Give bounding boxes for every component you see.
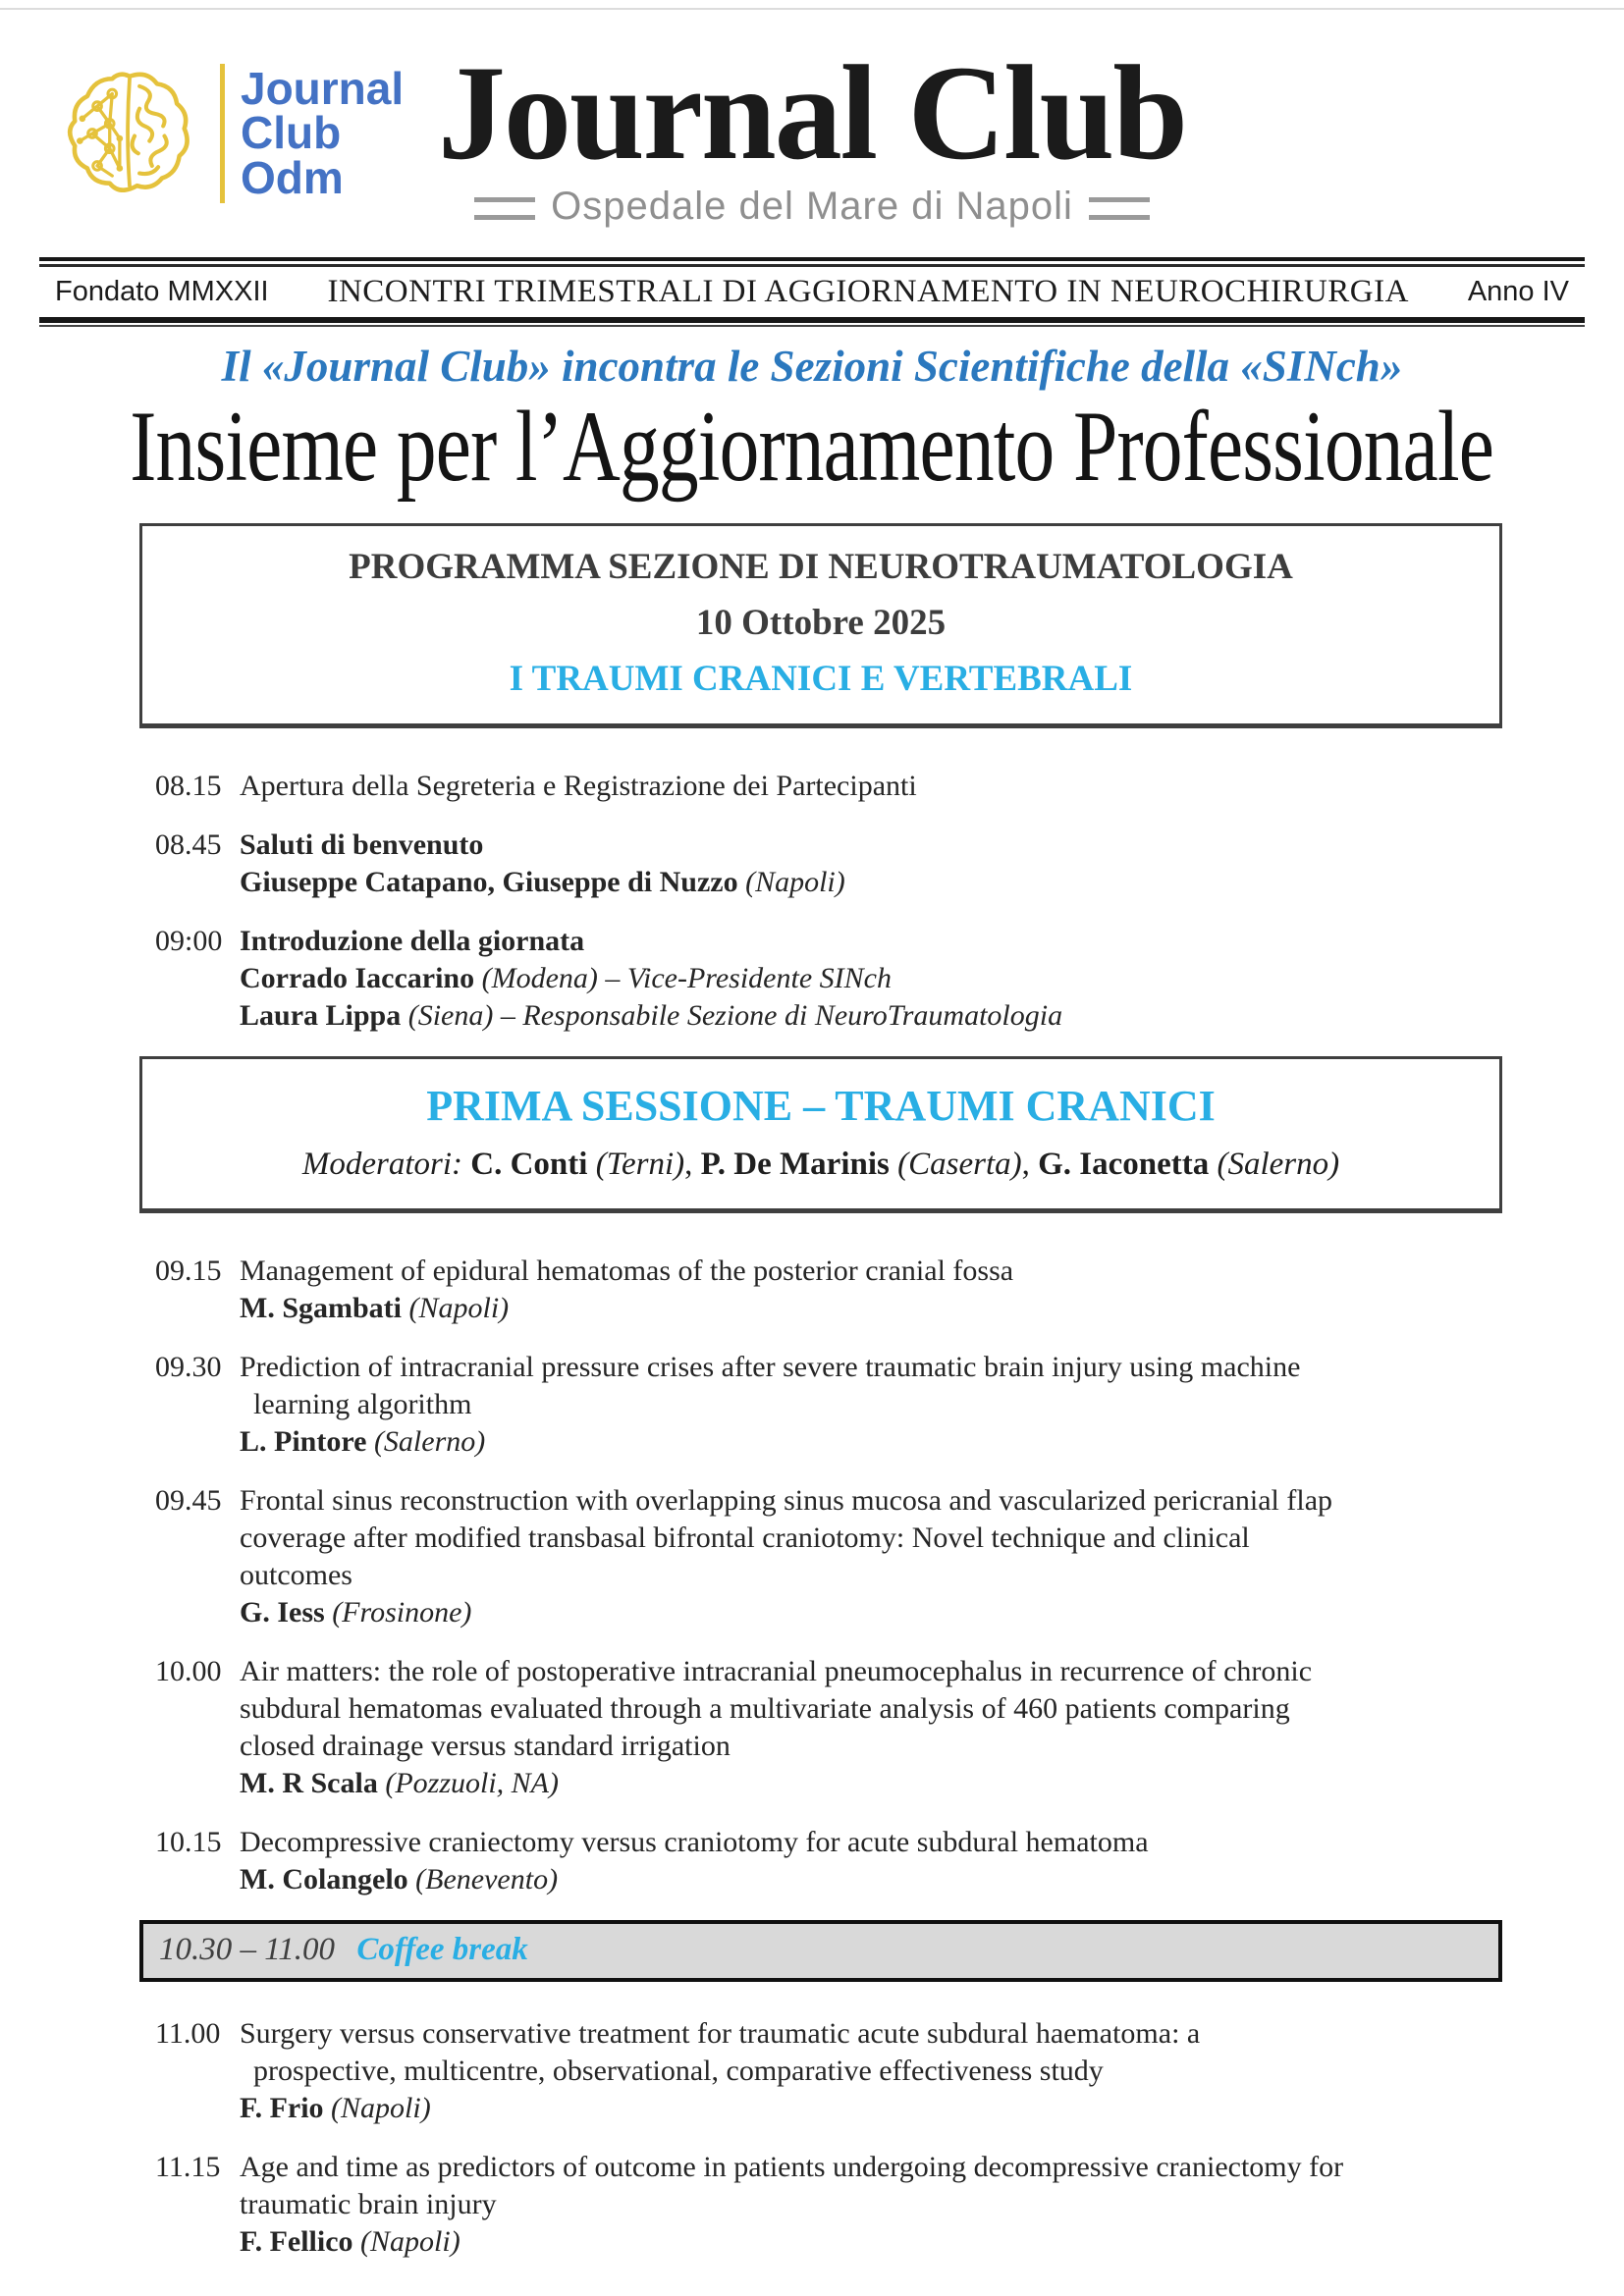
speaker-detail: (Pozzuoli, NA)	[377, 1767, 559, 1799]
talk-speaker-line	[240, 960, 1062, 997]
talk-speaker-line	[240, 1290, 1013, 1327]
talk-body	[240, 2015, 1200, 2127]
talk-speaker-line	[240, 2090, 1200, 2127]
moderator-place: (Salerno)	[1217, 1147, 1340, 1182]
speaker-detail: (Napoli)	[352, 2225, 460, 2258]
equals-mark-left	[474, 197, 535, 220]
talk-title-line: coverage after modified transbasal bifrontal craniotomy: Novel technique and clinical	[240, 1522, 1250, 1554]
talk-title-line: Air matters: the role of postoperative intracranial pneumocephalus in recurrence of chronic	[240, 1655, 1313, 1687]
double-rule-bottom	[39, 317, 1585, 327]
schedule	[139, 768, 1502, 2261]
speaker-name: M. Colangelo	[240, 1863, 408, 1896]
schedule-item	[139, 827, 1502, 901]
founded-label: Fondato MMXXII	[55, 276, 269, 307]
speaker-name: G. Iess	[240, 1596, 325, 1629]
speaker-detail: (Napoli)	[323, 2092, 431, 2124]
talk-title-line: traumatic brain injury	[240, 2188, 497, 2220]
talk-body	[240, 827, 845, 901]
tagline: Il «Journal Club» incontra le Sezioni Scientifiche della «SINch»	[221, 342, 1403, 391]
moderator-place: (Terni)	[595, 1147, 685, 1182]
moderator-name: P. De Marinis	[700, 1147, 898, 1182]
schedule-list-opening	[139, 768, 1502, 1035]
talk-title-line: outcomes	[240, 1559, 352, 1591]
talk-time: 11.15	[155, 2151, 221, 2183]
talk-speaker-line	[240, 1861, 1149, 1898]
talk-title-line: Prediction of intracranial pressure crises after severe traumatic brain injury using machine	[240, 1351, 1301, 1383]
talk-speaker-line	[240, 997, 1062, 1035]
schedule-item	[139, 1482, 1502, 1631]
talk-time: 08.15	[155, 770, 222, 802]
masthead-subtitle-text: Ospedale del Mare di Napoli	[551, 185, 1073, 228]
speaker-detail: (Napoli)	[402, 1292, 510, 1324]
talk-title-line: Apertura della Segreteria e Registrazione dei Partecipanti	[240, 770, 917, 802]
speaker-detail: (Modena) – Vice-Presidente SINch	[474, 962, 892, 994]
speaker-name: M. R Scala	[240, 1767, 378, 1799]
program-header-box	[139, 523, 1502, 728]
info-bar	[39, 267, 1585, 317]
talk-speaker-line	[240, 1423, 1300, 1461]
session-moderators: Moderatori: C. Conti (Terni), P. De Marinis (Caserta), G. Iaconetta (Salerno)	[301, 1147, 1340, 1182]
moderator-place: (Caserta)	[897, 1147, 1022, 1182]
talk-title-line: Surgery versus conservative treatment for traumatic acute subdural haematoma: a	[240, 2017, 1201, 2050]
talk-time: 10.15	[155, 1826, 222, 1858]
speaker-detail: (Siena) – Responsabile Sezione di NeuroTraumatologia	[401, 999, 1063, 1032]
speaker-detail: (Napoli)	[737, 866, 845, 898]
logo-word-journal: Journal	[241, 63, 405, 115]
talk-title-line: Introduzione della giornata	[240, 925, 585, 957]
talk-speaker-line	[240, 864, 845, 901]
headline	[0, 390, 1624, 504]
session-box	[139, 1056, 1502, 1213]
talk-body	[240, 1653, 1312, 1802]
schedule-item	[139, 923, 1502, 1035]
talk-time: 09.15	[155, 1255, 222, 1287]
moderator-name: C. Conti	[470, 1147, 596, 1182]
schedule-list-first-session	[139, 1253, 1502, 1898]
talk-time: 08.45	[155, 828, 222, 861]
talk-time: 09:00	[155, 925, 223, 957]
schedule-item	[139, 2149, 1502, 2261]
coffee-break-bar	[139, 1920, 1502, 1982]
talk-title-line: Management of epidural hematomas of the posterior cranial fossa	[240, 1255, 1014, 1287]
speaker-name: Laura Lippa	[240, 999, 402, 1032]
speaker-detail: (Salerno)	[366, 1425, 486, 1458]
speaker-detail: (Benevento)	[407, 1863, 559, 1896]
logo-word-club: Club	[241, 107, 342, 159]
logo-divider	[220, 64, 225, 203]
moderator-name: G. Iaconetta	[1038, 1147, 1218, 1182]
masthead	[0, 0, 1624, 247]
logo-word-odm: Odm	[241, 151, 344, 203]
schedule-item	[139, 1253, 1502, 1327]
talk-time: 09.30	[155, 1351, 222, 1383]
talk-title-line: learning algorithm	[253, 1388, 472, 1420]
program-box-topic: I TRAUMI CRANICI E VERTEBRALI	[509, 659, 1133, 699]
speaker-name: L. Pintore	[240, 1425, 367, 1458]
talk-time: 09.45	[155, 1484, 222, 1517]
schedule-item	[139, 2015, 1502, 2127]
double-rule-top	[39, 257, 1585, 267]
speaker-name: F. Frio	[240, 2092, 324, 2124]
schedule-list-late-morning	[139, 2015, 1502, 2261]
talk-body	[240, 923, 1062, 1035]
talk-speaker-line	[240, 2223, 1343, 2261]
talk-title-line: subdural hematomas evaluated through a multivariate analysis of 460 patients comparing	[240, 1692, 1290, 1725]
equals-mark-right	[1089, 197, 1150, 220]
talk-time: 10.00	[155, 1655, 222, 1687]
year-label: Anno IV	[1467, 276, 1569, 307]
program-box-date: 10 Ottobre 2025	[695, 603, 947, 643]
talk-title-line: Saluti di benvenuto	[240, 828, 484, 861]
talk-title-line: Age and time as predictors of outcome in patients undergoing decompressive craniectomy for	[240, 2151, 1344, 2183]
schedule-item	[139, 1653, 1502, 1802]
speaker-name: Corrado Iaccarino	[240, 962, 475, 994]
speaker-detail: (Frosinone)	[324, 1596, 472, 1629]
talk-title-line: prospective, multicentre, observational, comparative effectiveness study	[253, 2055, 1104, 2087]
brain-icon	[55, 59, 204, 208]
talk-speaker-line	[240, 1765, 1312, 1802]
speaker-name: M. Sgambati	[240, 1292, 402, 1324]
talk-body	[240, 1824, 1149, 1898]
schedule-item	[139, 768, 1502, 805]
speaker-name: F. Fellico	[240, 2225, 353, 2258]
schedule-item	[139, 1349, 1502, 1461]
schedule-item	[139, 1824, 1502, 1898]
moderators-label: Moderatori:	[301, 1147, 471, 1182]
talk-body	[240, 768, 917, 805]
talk-title-line: closed drainage versus standard irrigation	[240, 1730, 731, 1762]
logo-wordmark	[241, 63, 405, 203]
coffee-break-label: Coffee break	[356, 1932, 528, 1967]
talk-body	[240, 1482, 1332, 1631]
headline-text: Insieme per l’Aggiornamento Professionale	[130, 390, 1494, 503]
program-box-title: PROGRAMMA SEZIONE DI NEUROTRAUMATOLOGIA	[349, 547, 1293, 587]
journal-club-odm-logo	[55, 59, 404, 208]
talk-speaker-line	[240, 1594, 1332, 1631]
speaker-name: Giuseppe Catapano, Giuseppe di Nuzzo	[240, 866, 738, 898]
talk-body	[240, 1253, 1013, 1327]
infobar-title: INCONTRI TRIMESTRALI DI AGGIORNAMENTO IN NEUROCHIRURGIA	[327, 274, 1409, 309]
talk-body	[240, 1349, 1300, 1461]
talk-title-line: Decompressive craniectomy versus craniotomy for acute subdural hematoma	[240, 1826, 1149, 1858]
session-title: PRIMA SESSIONE – TRAUMI CRANICI	[426, 1082, 1216, 1130]
talk-time: 11.00	[155, 2017, 221, 2050]
talk-title-line: Frontal sinus reconstruction with overlapping sinus mucosa and vascularized pericranial flap	[240, 1484, 1333, 1517]
coffee-break-time: 10.30 – 11.00	[159, 1932, 336, 1967]
talk-body	[240, 2149, 1343, 2261]
page-title: Journal Club	[437, 37, 1187, 187]
